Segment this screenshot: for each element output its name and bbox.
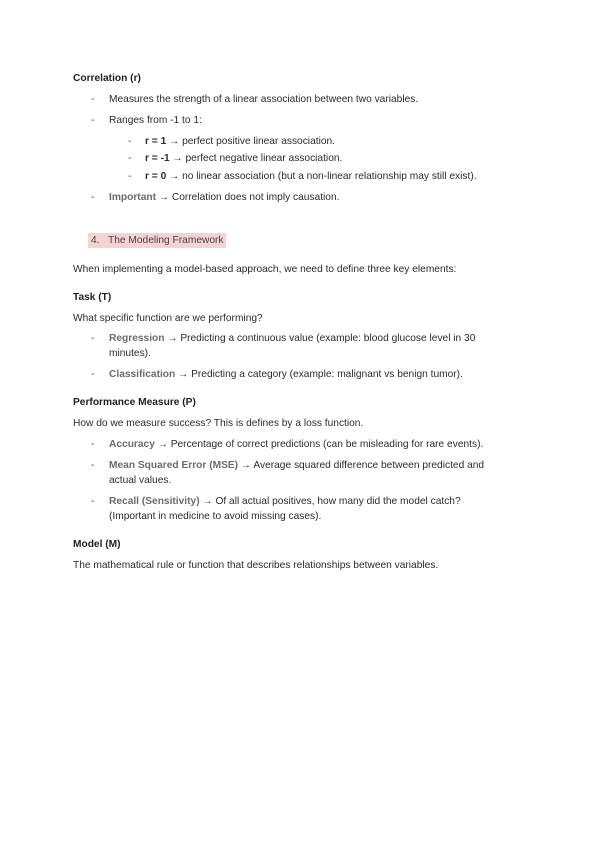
correlation-subitem-3 (145, 169, 477, 184)
item-text: → Average squared difference between predicted and (238, 460, 485, 471)
performance-item-mse (109, 458, 484, 473)
performance-question: How do we measure success? This is defines by a loss function. (73, 418, 364, 429)
sub-bullet-dash: - (128, 136, 132, 147)
item-bold: Regression (109, 333, 165, 344)
bullet-dash: - (91, 115, 95, 126)
correlation-subitem-2 (145, 151, 342, 166)
model-heading: Model (M) (73, 539, 121, 550)
subitem-text: → perfect negative linear association. (169, 153, 343, 164)
task-item-regression (109, 331, 475, 346)
subitem-text: → no linear association (but a non-linear relationship may still exist). (166, 171, 477, 182)
item-text: → Of all actual positives, how many did the model catch? (199, 496, 461, 507)
performance-item-accuracy (109, 437, 483, 452)
task-item-classification (109, 367, 463, 382)
correlation-important (109, 190, 339, 205)
subitem-text: → perfect positive linear association. (166, 136, 335, 147)
performance-item-mse-cont: actual values. (109, 475, 172, 486)
task-item-regression-cont: minutes). (109, 348, 151, 359)
task-heading: Task (T) (73, 292, 112, 303)
section-title: The Modeling Framework (108, 235, 224, 246)
performance-item-recall (109, 494, 461, 509)
bullet-dash: - (91, 94, 95, 105)
bullet-dash: - (91, 460, 95, 471)
item-bold: Accuracy (109, 439, 155, 450)
bullet-dash: - (91, 496, 95, 507)
subitem-bold: r = -1 (145, 153, 170, 164)
correlation-heading: Correlation (r) (73, 73, 141, 84)
bullet-dash: - (91, 439, 95, 450)
correlation-item-1: Measures the strength of a linear association between two variables. (109, 94, 419, 105)
correlation-subitem-1 (145, 134, 335, 149)
correlation-item-2: Ranges from -1 to 1: (109, 115, 202, 126)
subitem-bold: r = 1 (145, 136, 167, 147)
performance-item-recall-cont: (Important in medicine to avoid missing cases). (109, 511, 322, 522)
model-description: The mathematical rule or function that describes relationships between variables. (73, 560, 439, 571)
item-text: → Predicting a category (example: malignant vs benign tumor). (175, 369, 463, 380)
sub-bullet-dash: - (128, 171, 132, 182)
item-bold: Recall (Sensitivity) (109, 496, 200, 507)
performance-heading: Performance Measure (P) (73, 397, 196, 408)
bullet-dash: - (91, 369, 95, 380)
important-label: Important (109, 192, 156, 203)
bullet-dash: - (91, 333, 95, 344)
item-bold: Mean Squared Error (MSE) (109, 460, 239, 471)
section-intro: When implementing a model-based approach, we need to define three key elements: (73, 264, 457, 275)
item-text: → Percentage of correct predictions (can be misleading for rare events). (154, 439, 484, 450)
section-number: 4. (91, 235, 100, 246)
task-question: What specific function are we performing? (73, 313, 263, 324)
section-4-heading (88, 233, 226, 248)
important-text: → Correlation does not imply causation. (155, 192, 340, 203)
item-bold: Classification (109, 369, 176, 380)
bullet-dash: - (91, 192, 95, 203)
subitem-bold: r = 0 (145, 171, 167, 182)
item-text: → Predicting a continuous value (example: blood glucose level in 30 (164, 333, 476, 344)
sub-bullet-dash: - (128, 153, 132, 164)
